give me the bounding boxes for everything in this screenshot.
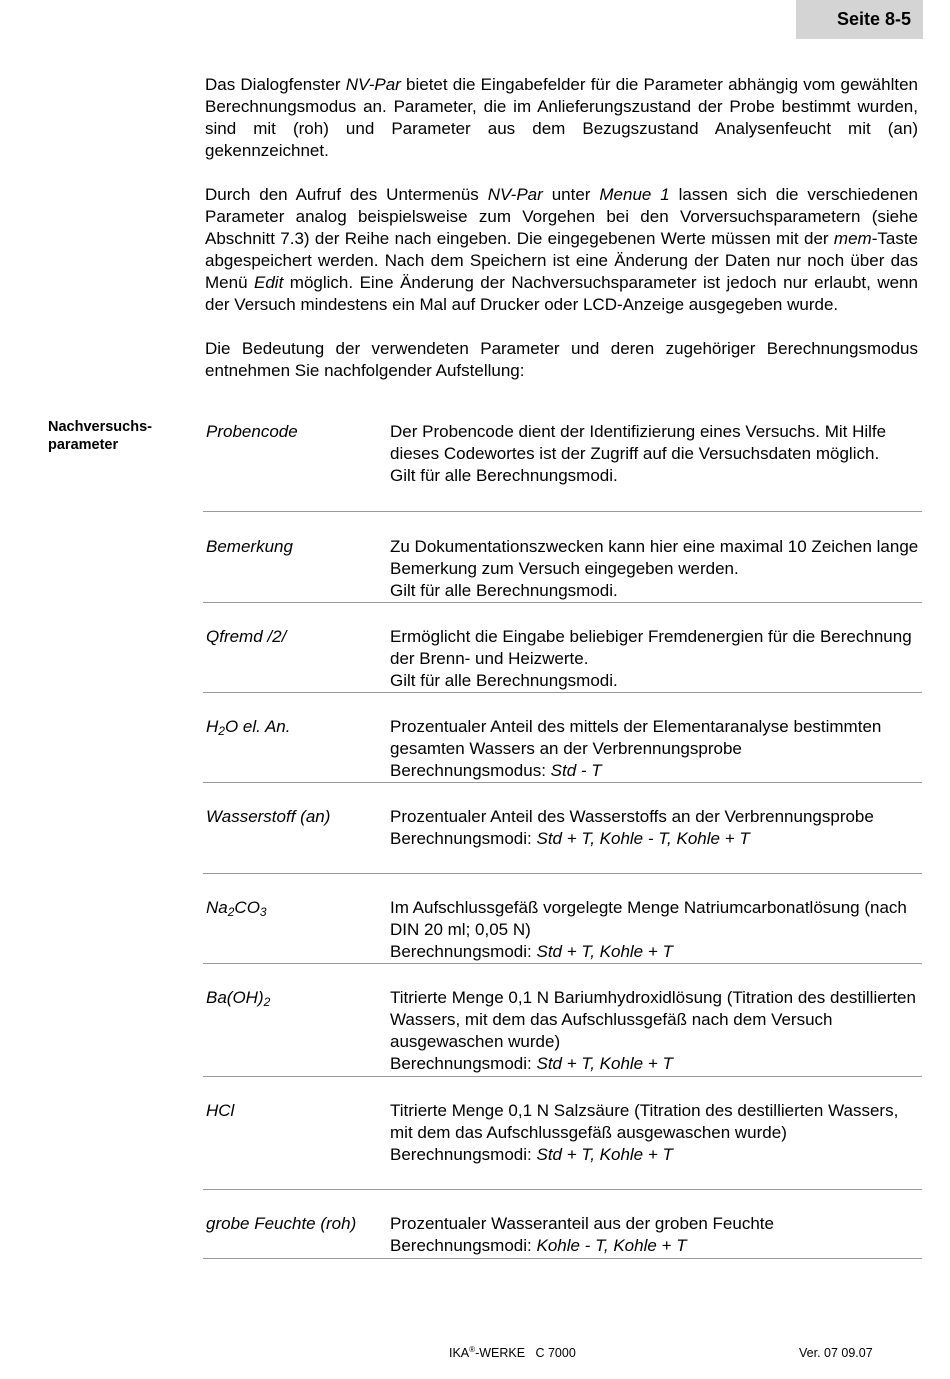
param-mode: Gilt für alle Berechnungsmodi. [390,581,618,600]
param-row-hcl [203,1077,922,1190]
mode-values: Std + T, Kohle - T, Kohle + T [536,829,750,848]
param-row-probencode [203,421,922,512]
param-mode [390,760,922,782]
subscript: 2 [227,905,235,919]
param-description [390,987,922,1076]
subscript: 2 [218,724,225,738]
intro-paragraph-1 [205,74,918,162]
param-desc-text: Prozentualer Anteil des Wasserstoffs an der Verbrennungsprobe [390,807,874,826]
mode-prefix: Berechnungsmodi: [390,829,537,848]
text-run: unter [542,185,600,204]
param-mode [390,1144,922,1166]
param-description [390,421,922,511]
param-row-wasserstoff [203,783,922,874]
registered-mark: ® [469,1345,476,1354]
mode-prefix: Berechnungsmodi: [390,1145,537,1164]
param-desc-text: Prozentualer Anteil des mittels der Elementaranalyse bestimmten gesamten Wassers an der Verbrennungsprobe [390,717,882,758]
brand-model: -WERKE C 7000 [475,1346,576,1360]
param-row-h2o [203,693,922,783]
menu-reference: NV-Par [487,185,543,204]
param-name: Probencode [206,422,298,441]
text-run: -Taste abgespeichert werden. Nach dem Speichern ist eine Änderung der Daten nur noch über das Menü [205,229,918,292]
param-mode [390,828,922,850]
text-run: Das Dialogfenster [205,75,346,94]
param-description [390,1213,922,1258]
footer-version: Ver. 07 09.07 [799,1346,873,1360]
menu-reference: NV-Par [345,75,401,94]
menu-reference: Edit [254,273,284,292]
param-desc-text: Titrierte Menge 0,1 N Bariumhydroxidlösung (Titration des destillierten Wassers, mit dem das Aufschlussgefäß nach dem Versuch ausgewaschen wurde) [390,988,916,1051]
param-desc-text: Zu Dokumentationszwecken kann hier eine maximal 10 Zeichen lange Bemerkung zum Versuch eingegeben werden. [390,537,919,578]
param-row-grobe-feuchte [203,1190,922,1259]
param-desc-text: Titrierte Menge 0,1 N Salzsäure (Titration des destillierten Wassers, mit dem das Aufschlussgefäß ausgewaschen wurde) [390,1101,899,1142]
mode-values: Kohle - T, Kohle + T [536,1236,687,1255]
param-name: Qfremd /2/ [206,627,287,646]
menu-reference: Menue 1 [599,185,670,204]
param-mode: Gilt für alle Berechnungsmodi. [390,466,618,485]
key-reference: mem [833,229,872,248]
param-row-qfremd [203,603,922,693]
param-row-bemerkung [203,512,922,603]
param-name [203,987,390,1076]
text-run: bietet die Eingabefelder für die Parameter abhängig vom gewählten Berechnungsmodus an. Parameter, die im Anlieferungszustand der Probe bestimmt wurden, sind mit (roh) und Parameter aus dem Bezugszustand Analysenfeucht mit (an) gekennzeichnet. [205,75,918,160]
mode-prefix: Berechnungsmodi: [390,1236,537,1255]
param-description [390,806,922,873]
page-number: Seite 8-5 [836,9,911,29]
param-name [203,716,390,782]
param-desc-text: Ermöglicht die Eingabe beliebiger Fremdenergien für die Berechnung der Brenn- und Heizwerte. [390,627,912,668]
parameter-list [203,421,922,1259]
name-part: Ba(OH) [206,988,264,1007]
param-desc-text: Der Probencode dient der Identifizierung eines Versuchs. Mit Hilfe dieses Codewortes ist der Zugriff auf die Versuchsdaten möglich. [390,422,887,463]
mode-values: Std - T [550,761,602,780]
text-run: lassen sich die verschiedenen Parameter analog beispielsweise zum Vorgehen bei den Vorversuchsparametern (siehe Abschnitt 7.3) der Reihe nach eingeben. Die eingegebenen Werte müssen mit der [205,185,918,248]
section-side-label [48,418,188,454]
param-description [390,1100,922,1189]
brand-name: IKA [449,1346,470,1360]
mode-values: Std + T, Kohle + T [536,1145,673,1164]
name-part: H [206,717,219,736]
mode-prefix: Berechnungsmodi: [390,942,537,961]
intro-paragraph-3: Die Bedeutung der verwendeten Parameter und deren zugehöriger Berechnungsmodus entnehmen Sie nachfolgender Aufstellung: [205,339,918,380]
page-number-badge [796,0,923,39]
param-description [390,897,922,963]
param-name: Wasserstoff (an) [206,807,331,826]
mode-prefix: Berechnungsmodus: [390,761,551,780]
mode-prefix: Berechnungsmodi: [390,1054,537,1073]
name-part: Na [206,898,228,917]
subscript: 3 [259,905,267,919]
footer-brand [449,1346,576,1360]
side-label-line: Nachversuchs- [48,419,152,435]
text-run: Durch den Aufruf des Untermenüs [205,185,488,204]
param-description [390,716,922,782]
name-part: CO [234,898,260,917]
side-label-line: parameter [48,437,119,453]
param-name: HCl [206,1101,235,1120]
param-name [203,897,390,963]
mode-values: Std + T, Kohle + T [536,1054,673,1073]
param-desc-text: Prozentualer Wasseranteil aus der groben Feuchte [390,1214,774,1233]
param-mode [390,941,922,963]
param-mode [390,1053,922,1075]
param-desc-text: Im Aufschlussgefäß vorgelegte Menge Natriumcarbonatlösung (nach DIN 20 ml; 0,05 N) [390,898,907,939]
param-row-na2co3 [203,874,922,964]
param-row-baoh2 [203,964,922,1077]
param-description [390,626,922,692]
param-description [390,536,922,602]
intro-paragraph-2 [205,184,918,316]
name-part: O el. An. [224,717,291,736]
mode-values: Std + T, Kohle + T [536,942,673,961]
param-name: grobe Feuchte (roh) [206,1214,357,1233]
param-name: Bemerkung [206,537,293,556]
param-mode: Gilt für alle Berechnungsmodi. [390,671,618,690]
subscript: 2 [263,995,271,1009]
text-run: möglich. Eine Änderung der Nachversuchsparameter ist jedoch nur erlaubt, wenn der Versuch mindestens ein Mal auf Drucker oder LCD-Anzeige ausgegeben wurde. [205,273,918,314]
intro-text [205,74,918,404]
param-mode [390,1235,922,1257]
